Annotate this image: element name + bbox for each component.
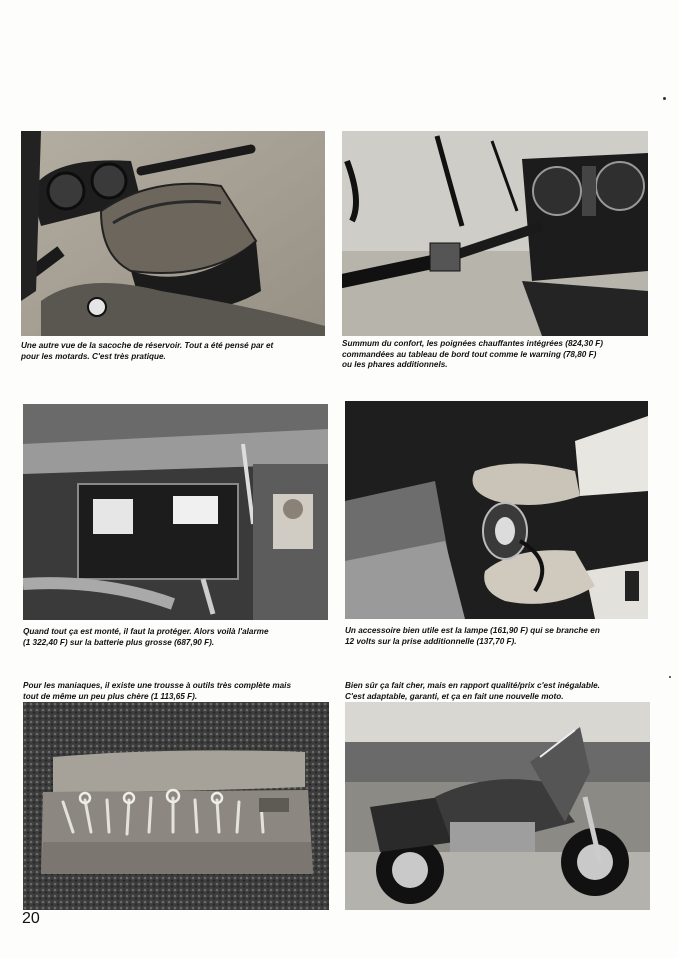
caption-tank-bag: Une autre vue de la sacoche de réservoir. Tout a été pensé par et pour les motards. C'est très pratique.: [21, 341, 274, 361]
alarm-battery-illustration: [23, 404, 328, 620]
heated-grips-illustration: [342, 131, 648, 336]
inspection-lamp-illustration: [345, 401, 648, 619]
caption-tool-roll: Pour les maniaques, il existe une trousse à outils très complète mais tout de même un peu plus chère (1 113,65 F).: [23, 681, 292, 701]
photo-heated-grips: [342, 131, 648, 336]
page-number: 20: [22, 910, 40, 927]
photo-alarm-battery: [23, 404, 328, 620]
caption-heated-grips: Summum du confort, les poignées chauffantes intégrées (824,30 F) commandées au tableau de bord tout comme le warning (78,80 F) ou les phares additionnels.: [342, 339, 604, 369]
tool-roll-illustration: [23, 702, 329, 910]
photo-inspection-lamp: [345, 401, 648, 619]
photo-tank-bag: [21, 131, 325, 336]
caption-alarm-battery: Quand tout ça est monté, il faut la protéger. Alors voilà l'alarme (1 322,40 F) sur la batterie plus grosse (687,90 F).: [23, 627, 269, 647]
caption-inspection-lamp: Un accessoire bien utile est la lampe (161,90 F) qui se branche en 12 volts sur la prise additionnelle (137,70 F).: [345, 626, 600, 646]
tank-bag-illustration: [21, 131, 325, 336]
photo-full-bike: [345, 702, 650, 910]
photo-tool-roll: [23, 702, 329, 910]
caption-full-bike: Bien sûr ça fait cher, mais en rapport qualité/prix c'est inégalable. C'est adaptable, garanti, et ça en fait une nouvelle moto.: [345, 681, 600, 701]
full-bike-illustration: [345, 702, 650, 910]
scan-speck: [669, 676, 671, 678]
scan-speck: [663, 97, 666, 100]
